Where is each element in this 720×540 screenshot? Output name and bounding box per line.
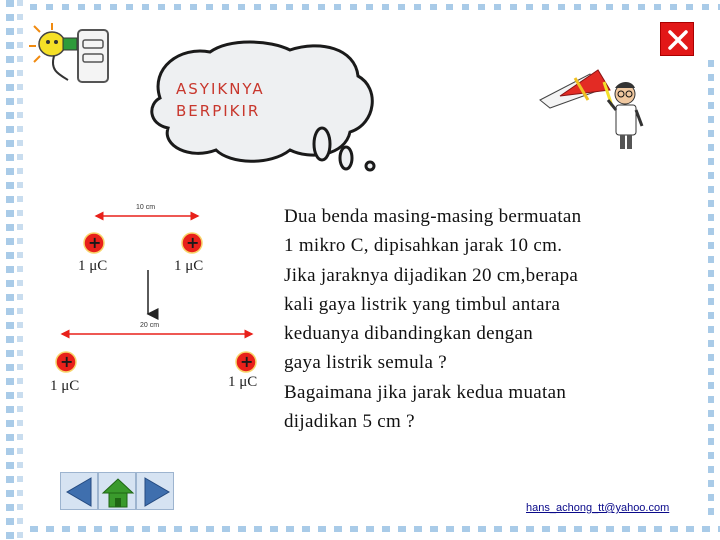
distance-label-bottom: 20 cm bbox=[140, 322, 160, 329]
charge-label-bottom-right: 1 μC bbox=[228, 374, 258, 390]
teacher-illustration bbox=[520, 60, 650, 150]
close-button[interactable] bbox=[660, 22, 694, 56]
question-line: Bagaimana jika jarak kedua muatan bbox=[284, 381, 567, 403]
question-line: gaya listrik semula ? bbox=[284, 352, 448, 374]
question-line: dijadikan 5 cm ? bbox=[284, 411, 415, 433]
decorative-frame-right bbox=[706, 60, 716, 520]
question-line: 1 mikro C, dipisahkan jarak 10 cm. bbox=[284, 235, 563, 257]
charge-sign-top-right: + bbox=[186, 233, 200, 252]
home-icon bbox=[99, 473, 137, 511]
question-line: kali gaya listrik yang timbul antara bbox=[284, 293, 561, 315]
cloud-title-line-1: ASYIKNYA bbox=[176, 80, 265, 98]
email-link[interactable]: hans_achong_tt@yahoo.com bbox=[526, 502, 670, 514]
question-text bbox=[284, 202, 684, 436]
arrow-right-icon bbox=[137, 473, 175, 511]
question-line: Dua benda masing-masing bermuatan bbox=[284, 206, 582, 227]
question-line: keduanya dibandingkan dengan bbox=[284, 323, 533, 345]
charge-label-bottom-left: 1 μC bbox=[50, 378, 80, 394]
next-button[interactable] bbox=[136, 472, 174, 510]
charge-diagram bbox=[44, 198, 274, 408]
charge-sign-bottom-right: + bbox=[240, 352, 254, 371]
charge-label-top-right: 1 μC bbox=[174, 258, 204, 274]
decorative-frame-bottom bbox=[30, 522, 720, 536]
previous-button[interactable] bbox=[60, 472, 98, 510]
arrow-left-icon bbox=[61, 473, 99, 511]
decorative-frame-left bbox=[0, 0, 30, 540]
home-button[interactable] bbox=[98, 472, 136, 510]
charge-sign-bottom-left: + bbox=[60, 352, 74, 371]
cloud-title bbox=[176, 78, 306, 122]
question-line: Jika jaraknya dijadikan 20 cm,berapa bbox=[284, 264, 579, 286]
close-x-icon bbox=[661, 23, 695, 57]
charge-label-top-left: 1 μC bbox=[78, 258, 108, 274]
cloud-title-line-2: BERPIKIR bbox=[176, 102, 261, 120]
distance-label-top: 10 cm bbox=[136, 204, 156, 211]
lightbulb-plug-icon bbox=[28, 22, 114, 88]
decorative-frame-top bbox=[30, 0, 720, 14]
charge-sign-top-left: + bbox=[88, 233, 102, 252]
